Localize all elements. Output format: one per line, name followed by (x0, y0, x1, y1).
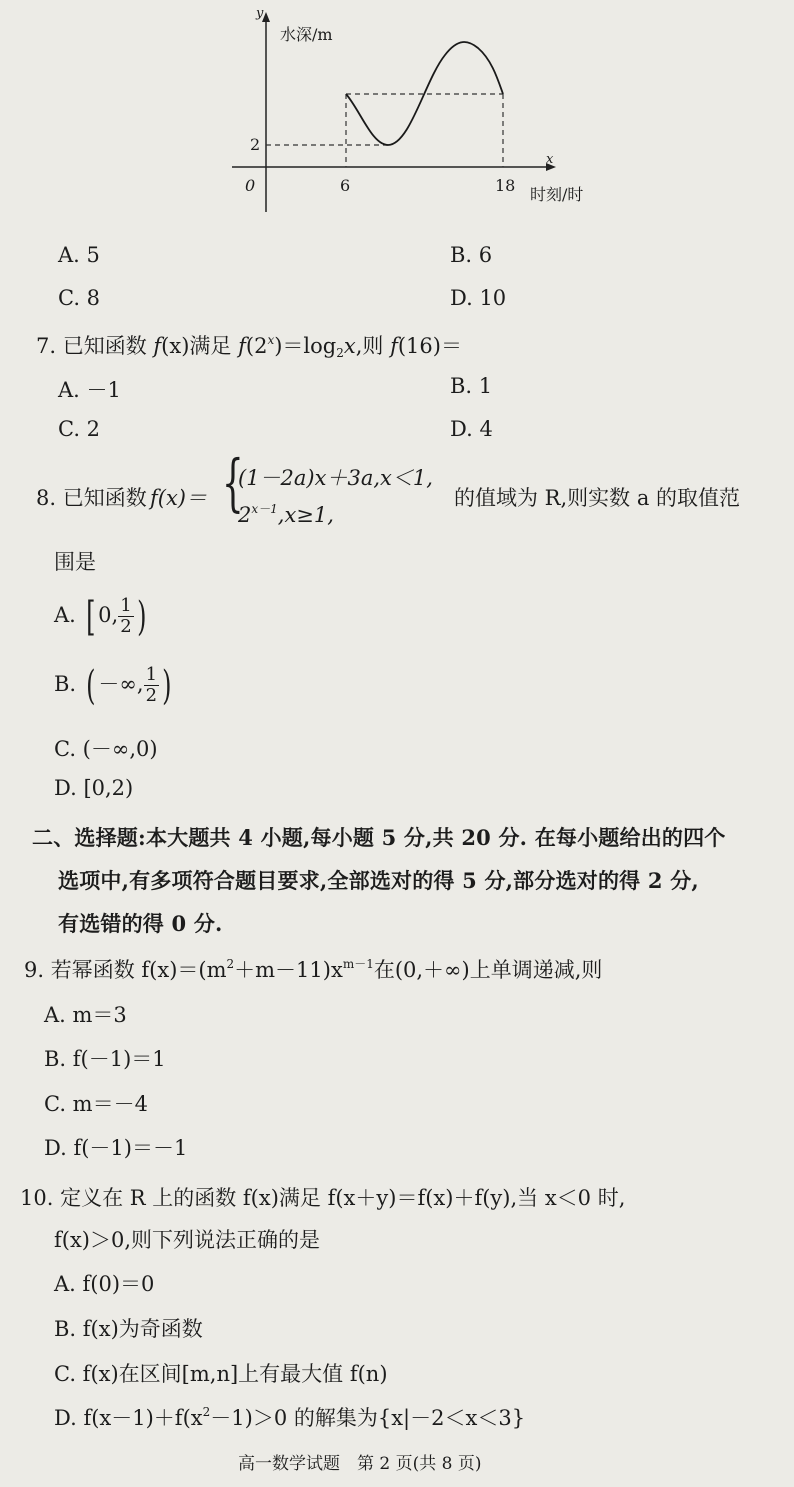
q8-case1: (1－2a)x＋3a,x＜1, (238, 466, 433, 490)
page-footer: 高一数学试题 第 2 页(共 8 页) (238, 1454, 482, 1474)
x-title: 时刻/时 (530, 185, 584, 204)
tick-6-label: 6 (340, 176, 351, 195)
water-depth-graph (0, 0, 794, 230)
q8-fx: f(x)＝ (150, 486, 208, 510)
section2-line2: 选项中,有多项符合题目要求,全部选对的得 5 分,部分选对的得 2 分, (58, 868, 699, 893)
q10-line2: f(x)＞0,则下列说法正确的是 (54, 1228, 321, 1252)
q8-option-a: A. [ 0, $\frac{1}{2}$ ) (54, 593, 147, 640)
q8-suffix: 的值域为 R,则实数 a 的取值范 (454, 486, 741, 510)
q6-option-c: C. 8 (58, 286, 101, 310)
origin-label: 0 (245, 176, 256, 195)
q7-option-a: A. －1 (58, 378, 121, 402)
q7-stem: 7. 已知函数 f(x)满足 $f(2^x)=\log_2x$,则 f(16)＝ (36, 333, 462, 360)
section2-line3: 有选错的得 0 分. (58, 911, 223, 936)
q9-stem: 9. 若幂函数 $f(x)=(m^2+m-11)x^{m-1}$在(0,＋∞)上单调递减,则 (24, 957, 603, 982)
depth-curve (346, 42, 503, 145)
q9-option-c: C. m＝－4 (44, 1092, 148, 1116)
section2-line1: 二、选择题:本大题共 4 小题,每小题 5 分,共 20 分. 在每小题给出的四个 (32, 825, 726, 850)
q8-option-b: B. ( －∞, $\frac{1}{2}$ ) (54, 662, 172, 709)
q9-option-d: D. f(－1)＝－1 (44, 1136, 188, 1160)
q10-option-a: A. f(0)＝0 (54, 1272, 155, 1296)
q8-prefix: 8. 已知函数 (36, 486, 147, 510)
q7-option-c: C. 2 (58, 417, 101, 441)
q8-option-c: C. (－∞,0) (54, 737, 158, 761)
q6-option-d: D. 10 (450, 286, 507, 310)
q8-brace: { (222, 446, 244, 519)
q9-option-b: B. f(－1)＝1 (44, 1047, 166, 1071)
q6-option-b: B. 6 (450, 243, 493, 267)
q10-option-b: B. f(x)为奇函数 (54, 1317, 203, 1341)
q6-option-a: A. 5 (58, 243, 100, 267)
q8-case2: $2^{x-1},x\ge 1$, (238, 502, 334, 527)
q7-option-b: B. 1 (450, 374, 493, 398)
y-title: 水深/m (280, 25, 333, 44)
q7-option-d: D. 4 (450, 417, 493, 441)
q10-option-d: D. $f(x-1)+f(x^2-1)>0$ 的解集为{x|－2＜x＜3} (54, 1405, 526, 1430)
q9-option-a: A. m＝3 (44, 1003, 127, 1027)
x-axis-label: x (546, 152, 554, 167)
q8-line2: 围是 (54, 550, 96, 574)
tick-18-label: 18 (495, 176, 516, 195)
y-axis-label: y (256, 6, 264, 21)
q10-option-c: C. f(x)在区间[m,n]上有最大值 f(n) (54, 1362, 388, 1386)
q10-line1: 10. 定义在 R 上的函数 f(x)满足 f(x＋y)＝f(x)＋f(y),当 x＜0 时, (20, 1186, 626, 1210)
q8-option-d: D. [0,2) (54, 776, 134, 800)
tick-2-label: 2 (250, 135, 261, 154)
